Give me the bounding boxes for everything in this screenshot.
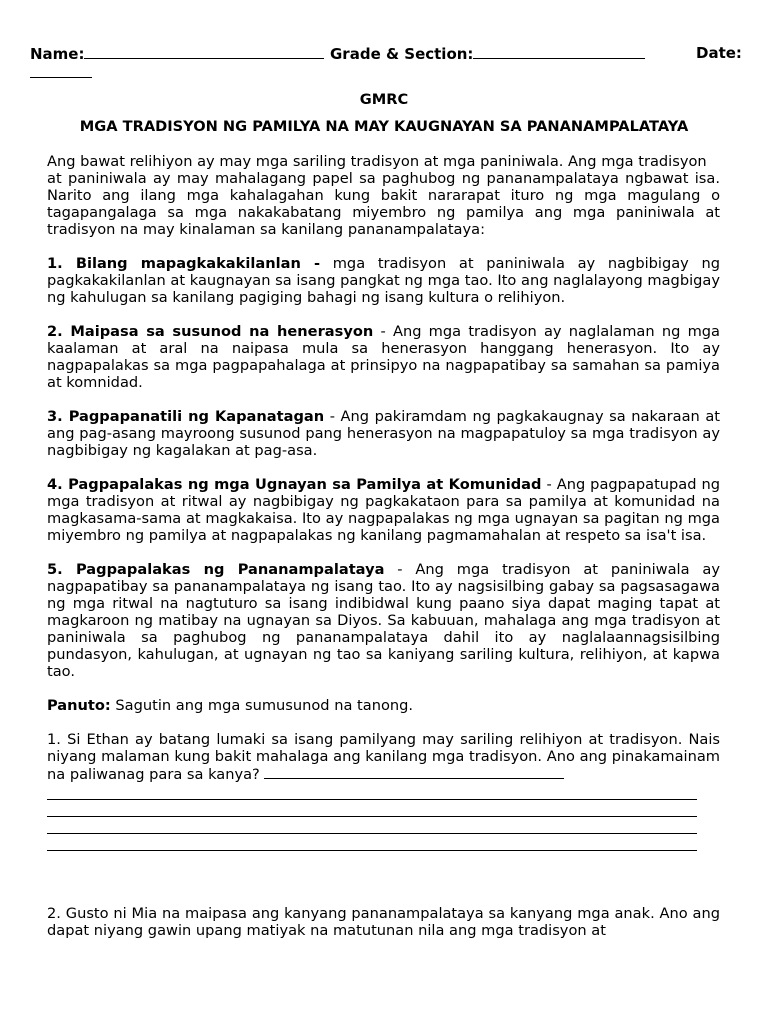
date-label: Date: bbox=[696, 44, 742, 62]
point-5 bbox=[47, 561, 720, 680]
point-5-text: - Ang mga tradisyon at paniniwala ay nagpapatibay sa pananampalataya ng isang tao. Ito ay nagsisilbing gabay sa pagsasagawa ng mga ritwal na nagtuturo sa isang indibidwal kung paano siya dapat maging tapat at magkaroon ng matibay na ugnayan sa Diyos. Sa kabuuan, mahalaga ang mga tradisyon at paniniwala sa paghubog ng pananampalataya dahil ito ay naglalaannagsisilbing pundasyon, kahulugan, at ugnayan ng tao sa kaniyang sariling kultura, relihiyon, at kapwa tao. bbox=[47, 561, 720, 680]
point-1 bbox=[47, 255, 720, 306]
grade-section-field bbox=[330, 44, 645, 63]
point-1-text: mga tradisyon at paniniwala ay nagbibigay ng pagkakakilanlan at kaugnayan sa isang pangkat ng mga tao. Ito ang naglalayong magbigay ng kahulugan sa kanilang pagiging bahagi ng isang kultura o relihiyon. bbox=[47, 255, 720, 306]
point-3-text: - Ang pakiramdam ng pagkakaugnay sa nakaraan at ang pag-asang mayroong susunod pang henerasyon na magpapatuloy sa mga tradisyon ay nagbibigay ng kagalakan at pag-asa. bbox=[47, 408, 720, 459]
point-3 bbox=[47, 408, 720, 459]
document-body bbox=[47, 153, 720, 939]
document-title: MGA TRADISYON NG PAMILYA NA MAY KAUGNAYAN SA PANANAMPALATAYA bbox=[79, 118, 689, 135]
instructions-label: Panuto: bbox=[47, 697, 111, 714]
point-4 bbox=[47, 476, 720, 544]
intro-line-1: Ang bawat relihiyon ay may mga sariling tradisyon at mga paniniwala. Ang mga tradisyon bbox=[47, 153, 707, 170]
point-2-text: - Ang mga tradisyon ay naglalaman ng mga kaalaman at aral na naipasa mula sa henerasyon hanggang henerasyon. Ito ay nagpapalakas sa mga pagpapahalaga at prinsipyo na nagpapatibay sa samahan sa pamiya at komnidad. bbox=[47, 323, 720, 391]
name-label: Name: bbox=[30, 45, 85, 63]
point-2-heading: 2. Maipasa sa susunod na henerasyon bbox=[47, 323, 374, 340]
intro-paragraph bbox=[47, 153, 720, 238]
intro-rest: at paniniwala ay may mahalagang papel sa paghubog ng pananampalataya ngbawat isa. Narito ang ilang mga kahalagahan kung bakit nararapat ituro ng mga magulang o tagapangalaga sa mga nakakabatang miyembro ng pamilya ang mga paniniwala at tradisyon na may kinalaman sa kanilang pananampalataya: bbox=[47, 170, 720, 238]
instructions bbox=[47, 697, 720, 714]
point-1-heading: 1. Bilang mapagkakakilanlan - bbox=[47, 255, 321, 272]
question-2-text: 2. Gusto ni Mia na maipasa ang kanyang pananampalataya sa kanyang mga anak. Ano ang dapat niyang gawin upang matiyak na matutunan nila ang mga tradisyon at bbox=[47, 905, 720, 939]
date-field bbox=[696, 44, 742, 62]
point-4-text: - Ang pagpapatupad ng mga tradisyon at ritwal ay nagbibigay ng pagkakataon para sa pamilya at komunidad na magkasama-sama at magkakaisa. Ito ay nagpapalakas ng mga ugnayan sa pagitan ng mga miyembro ng pamilya at nagpapalakas ng kanilang pagmamahalan at respeto sa isa't isa. bbox=[47, 476, 721, 544]
point-5-heading: 5. Pagpapalakas ng Pananampalataya bbox=[47, 561, 385, 578]
name-field bbox=[30, 44, 324, 63]
question-2 bbox=[47, 905, 720, 939]
instructions-text: Sagutin ang mga sumusunod na tanong. bbox=[110, 697, 414, 714]
date-blank[interactable] bbox=[30, 67, 92, 78]
point-2 bbox=[47, 323, 720, 391]
point-3-heading: 3. Pagpapanatili ng Kapanatagan bbox=[47, 408, 325, 425]
answer-line[interactable] bbox=[47, 817, 697, 834]
point-4-heading: 4. Pagpapalakas ng mga Ugnayan sa Pamilya at Komunidad bbox=[47, 476, 542, 493]
grade-section-label: Grade & Section: bbox=[330, 45, 474, 63]
answer-line[interactable] bbox=[47, 800, 697, 817]
answer-line[interactable] bbox=[47, 834, 697, 851]
question-1-inline-blank[interactable] bbox=[264, 765, 564, 779]
question-1-text: 1. Si Ethan ay batang lumaki sa isang pamilyang may sariling relihiyon at tradisyon. Nais niyang malaman kung bakit mahalaga ang kanilang mga tradisyon. Ano ang pinakamainam na paliwanag para sa kanya? bbox=[47, 731, 720, 783]
name-blank[interactable] bbox=[84, 44, 324, 59]
subject-heading: GMRC bbox=[359, 91, 409, 108]
grade-section-blank[interactable] bbox=[473, 44, 645, 59]
spacer bbox=[47, 851, 720, 905]
question-1 bbox=[47, 731, 720, 783]
answer-line[interactable] bbox=[47, 783, 697, 800]
